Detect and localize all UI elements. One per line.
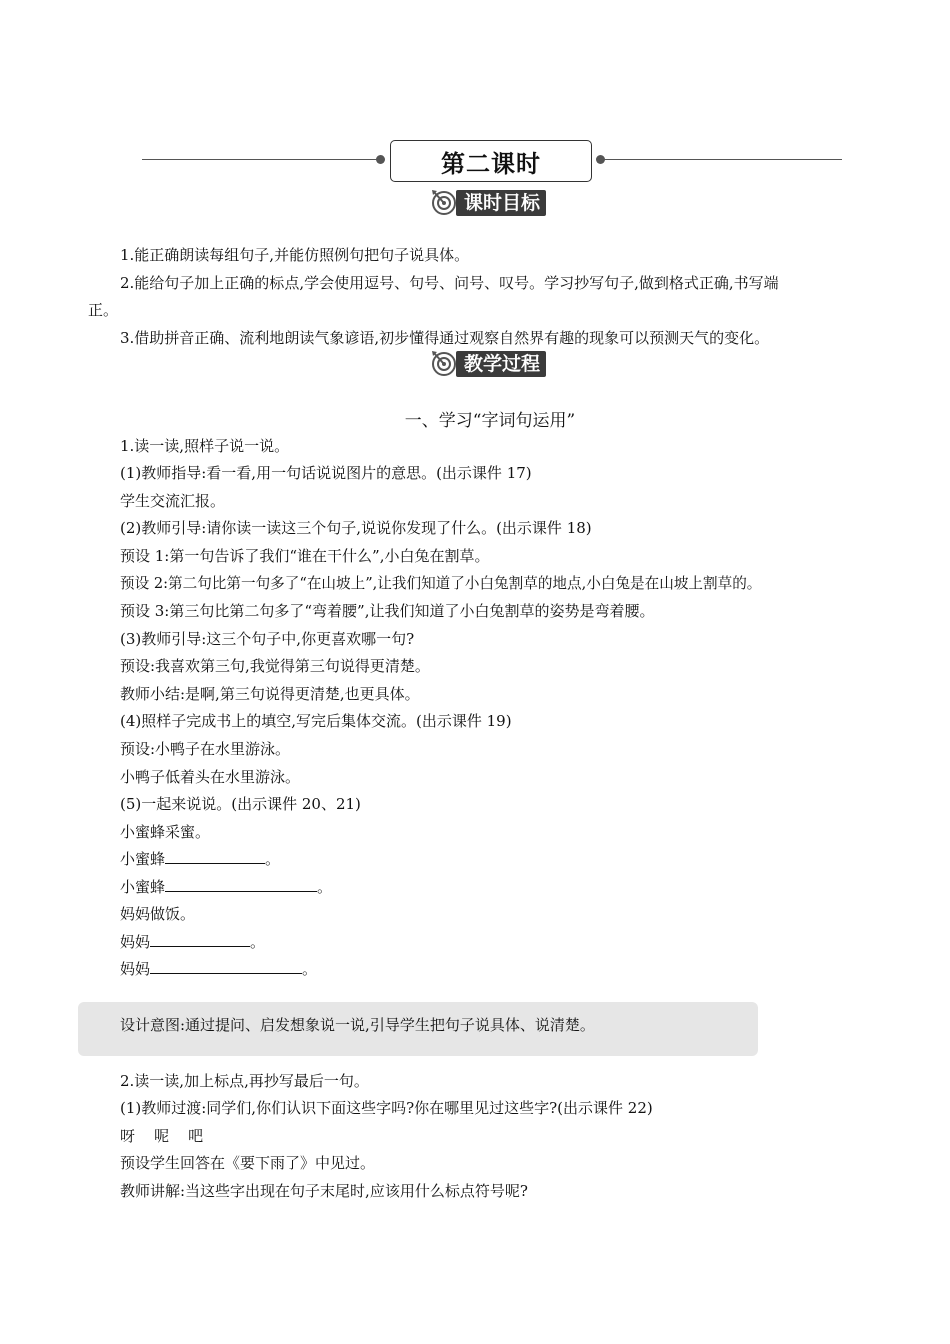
body-line: 呀 呢 吧 <box>120 1127 204 1145</box>
body-line: 小蜜蜂采蜜。 <box>120 823 211 841</box>
fill-item <box>120 932 265 952</box>
goal-line: 2.能给句子加上正确的标点,学会使用逗号、句号、问号、叹号。学习抄写句子,做到格式正确,书写端 <box>120 274 779 292</box>
target-icon <box>430 349 460 379</box>
body-line: 教师小结:是啊,第三句说得更清楚,也更具体。 <box>120 685 420 703</box>
fill-prefix: 小蜜蜂 <box>120 850 166 868</box>
fill-item <box>120 849 280 869</box>
title-rule-right-dot <box>596 155 605 164</box>
fill-blank[interactable] <box>165 849 265 864</box>
title-rule-left <box>142 159 382 160</box>
body-line: 教师讲解:当这些字出现在句子末尾时,应该用什么标点符号呢? <box>120 1182 528 1200</box>
body-line: 预设 1:第一句告诉了我们“谁在干什么”,小白兔在割草。 <box>120 547 490 565</box>
body-line: 预设学生回答在《要下雨了》中见过。 <box>120 1154 376 1172</box>
fill-suffix: 。 <box>265 850 281 868</box>
body-line: (2)教师引导:请你读一读这三个句子,说说你发现了什么。(出示课件 18) <box>120 519 592 537</box>
body-line: (1)教师指导:看一看,用一句话说说图片的意思。(出示课件 17) <box>120 464 532 482</box>
process-badge <box>430 351 546 377</box>
fill-suffix: 。 <box>317 878 333 896</box>
goal-line: 3.借助拼音正确、流利地朗读气象谚语,初步懂得通过观察自然界有趣的现象可以预测天气的变化。 <box>120 329 770 347</box>
body-line: 预设 2:第二句比第一句多了“在山坡上”,让我们知道了小白兔割草的地点,小白兔是在山坡上割草的。 <box>120 575 762 592</box>
body-line: (4)照样子完成书上的填空,写完后集体交流。(出示课件 19) <box>120 712 512 730</box>
target-icon <box>430 188 460 218</box>
goal-line: 1.能正确朗读每组句子,并能仿照例句把句子说具体。 <box>120 246 470 264</box>
design-intent-text: 设计意图:通过提问、启发想象说一说,引导学生把句子说具体、说清楚。 <box>120 1016 595 1034</box>
body-line: 预设:小鸭子在水里游泳。 <box>120 740 291 758</box>
fill-blank[interactable] <box>165 877 317 892</box>
fill-prefix: 妈妈 <box>120 960 151 978</box>
body-line: 2.读一读,加上标点,再抄写最后一句。 <box>120 1072 369 1090</box>
body-line: 学生交流汇报。 <box>120 492 226 510</box>
body-line: (3)教师引导:这三个句子中,你更喜欢哪一句? <box>120 630 415 648</box>
fill-item <box>120 904 195 924</box>
body-line: (1)教师过渡:同学们,你们认识下面这些字吗?你在哪里见过这些字?(出示课件 22) <box>120 1099 653 1117</box>
fill-prefix: 小蜜蜂 <box>120 878 166 896</box>
page-title: 第二课时 <box>390 140 592 182</box>
fill-prefix: 妈妈 <box>120 933 151 951</box>
process-badge-label: 教学过程 <box>456 351 546 377</box>
fill-prefix: 妈妈做饭。 <box>120 905 196 923</box>
body-line: 1.读一读,照样子说一说。 <box>120 437 290 455</box>
fill-suffix: 。 <box>250 933 266 951</box>
fill-item <box>120 959 317 979</box>
goals-badge <box>430 190 546 216</box>
fill-suffix: 。 <box>302 960 318 978</box>
body-line: 预设 3:第三句比第二句多了“弯着腰”,让我们知道了小白兔割草的姿势是弯着腰。 <box>120 602 655 620</box>
fill-blank[interactable] <box>150 959 302 974</box>
fill-blank[interactable] <box>150 932 250 947</box>
title-rule-left-dot <box>376 155 385 164</box>
body-line: 预设:我喜欢第三句,我觉得第三句说得更清楚。 <box>120 657 430 675</box>
section-heading: 一、学习“字词句运用” <box>404 411 576 431</box>
goals-badge-label: 课时目标 <box>456 190 546 216</box>
goal-line: 正。 <box>88 301 119 319</box>
title-rule-right <box>598 159 842 160</box>
body-line: (5)一起来说说。(出示课件 20、21) <box>120 795 361 813</box>
fill-item <box>120 877 332 897</box>
body-line: 小鸭子低着头在水里游泳。 <box>120 768 301 786</box>
